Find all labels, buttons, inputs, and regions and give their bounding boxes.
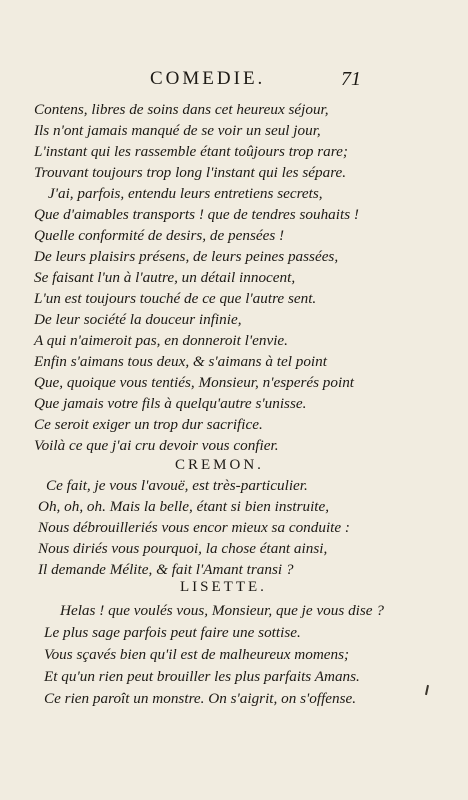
verse-line: Enfin s'aimans tous deux, & s'aimans à tel point [34, 353, 327, 370]
page-number: 71 [341, 68, 361, 90]
verse-line: Ce seroit exiger un trop dur sacrifice. [34, 416, 263, 433]
verse-line: Que jamais votre fils à quelqu'autre s'unisse. [34, 395, 307, 412]
ink-mark [425, 685, 429, 695]
verse-line: Quelle conformité de desirs, de pensées ! [34, 227, 285, 244]
verse-line: Et qu'un rien peut brouiller les plus parfaits Amans. [44, 668, 360, 685]
verse-line: Ce fait, je vous l'avouë, est très-particulier. [46, 477, 308, 494]
verse-line: Nous diriés vous pourquoi, la chose étant ainsi, [38, 540, 328, 557]
verse-line: J'ai, parfois, entendu leurs entretiens secrets, [48, 185, 323, 202]
verse-line: Contens, libres de soins dans cet heureux séjour, [34, 101, 329, 118]
verse-line: Le plus sage parfois peut faire une sottise. [44, 624, 301, 641]
running-title: COMEDIE. [150, 68, 266, 89]
verse-line: L'instant qui les rassemble étant toûjours trop rare; [34, 143, 348, 160]
verse-line: De leur société la douceur infinie, [34, 311, 242, 328]
verse-line: Vous sçavés bien qu'il est de malheureux momens; [44, 646, 350, 663]
speaker-name: LISETTE. [180, 579, 267, 595]
page-header [0, 68, 468, 94]
verse-line: De leurs plaisirs présens, de leurs peines passées, [34, 248, 339, 265]
verse-line: Helas ! que voulés vous, Monsieur, que je vous dise ? [60, 602, 384, 619]
verse-line: Il demande Mélite, & fait l'Amant transi ? [38, 561, 294, 578]
verse-line: Que d'aimables transports ! que de tendres souhaits ! [34, 206, 359, 223]
verse-line: A qui n'aimeroit pas, en donneroit l'envie. [34, 332, 288, 349]
verse-line: Ils n'ont jamais manqué de se voir un seul jour, [34, 122, 321, 139]
verse-line: Nous débrouilleriés vous encor mieux sa conduite : [38, 519, 350, 536]
verse-line: Trouvant toujours trop long l'instant qui les sépare. [34, 164, 347, 181]
verse-line: Voilà ce que j'ai cru devoir vous confier. [34, 437, 279, 454]
verse-line: Oh, oh, oh. Mais la belle, étant si bien instruite, [38, 498, 330, 515]
verse-line: Que, quoique vous tentiés, Monsieur, n'esperés point [34, 374, 355, 391]
verse-line: L'un est toujours touché de ce que l'autre sent. [34, 290, 317, 307]
verse-line: Se faisant l'un à l'autre, un détail innocent, [34, 269, 296, 286]
verse-line: Ce rien paroît un monstre. On s'aigrit, on s'offense. [44, 690, 357, 707]
speaker-name: CREMON. [175, 457, 264, 473]
